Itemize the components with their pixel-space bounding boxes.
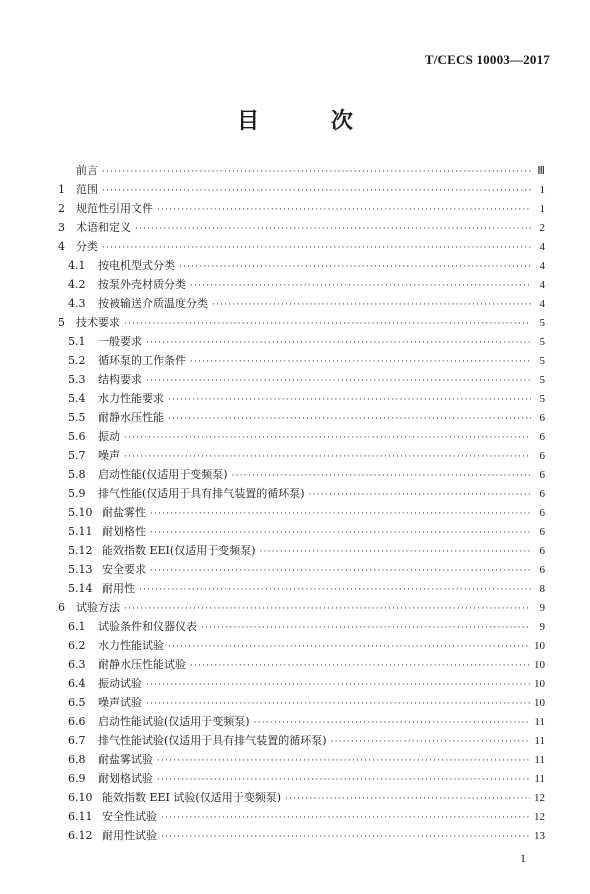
toc-entry-page: 5 bbox=[539, 393, 545, 405]
toc-entry-page: 4 bbox=[539, 260, 545, 272]
toc-entry-number: 5.14 bbox=[68, 582, 93, 595]
toc-entry[interactable] bbox=[58, 333, 545, 352]
toc-entry[interactable] bbox=[58, 162, 545, 181]
toc-entry-label: 分类 bbox=[76, 240, 98, 253]
toc-entry[interactable] bbox=[58, 276, 545, 295]
toc-entry-page: 6 bbox=[539, 450, 545, 462]
toc-entry-label: 耐用性 bbox=[102, 582, 135, 595]
toc-entry-label: 启动性能(仅适用于变频泵) bbox=[98, 468, 228, 481]
dot-leader bbox=[285, 794, 530, 804]
toc-entry[interactable] bbox=[58, 314, 545, 333]
dot-leader bbox=[146, 699, 530, 709]
toc-entry-page: 11 bbox=[534, 735, 545, 747]
toc-entry-page: 6 bbox=[539, 431, 545, 443]
toc-entry-number: 5.13 bbox=[68, 563, 93, 576]
toc-entry-label: 前言 bbox=[76, 164, 98, 177]
dot-leader bbox=[157, 205, 531, 215]
toc-entry-number: 5.7 bbox=[68, 449, 86, 462]
toc-entry-number: 6.1 bbox=[68, 620, 86, 633]
toc-entry-label: 耐用性试验 bbox=[102, 829, 157, 842]
dot-leader bbox=[168, 642, 530, 652]
toc-entry-number: 4.3 bbox=[68, 297, 86, 310]
toc-entry[interactable] bbox=[58, 561, 545, 580]
toc-entry-label: 噪声 bbox=[98, 449, 120, 462]
dot-leader bbox=[161, 813, 530, 823]
toc-entry-label: 试验方法 bbox=[76, 601, 120, 614]
toc-entry-number: 6.10 bbox=[68, 791, 93, 804]
dot-leader bbox=[135, 224, 531, 234]
toc-entry[interactable] bbox=[58, 219, 545, 238]
dot-leader bbox=[150, 566, 531, 576]
toc-entry[interactable] bbox=[58, 827, 545, 846]
toc-entry-label: 振动试验 bbox=[98, 677, 142, 690]
toc-entry[interactable] bbox=[58, 257, 545, 276]
toc-entry-label: 安全性试验 bbox=[102, 810, 157, 823]
toc-entry[interactable] bbox=[58, 200, 545, 219]
toc-entry-page: 5 bbox=[539, 374, 545, 386]
toc-entry-number: 3 bbox=[58, 221, 65, 234]
toc-entry-page: 9 bbox=[539, 602, 545, 614]
toc-entry-page: 10 bbox=[534, 697, 545, 709]
dot-leader bbox=[212, 300, 531, 310]
toc-entry-number: 5.4 bbox=[68, 392, 86, 405]
dot-leader bbox=[190, 661, 530, 671]
dot-leader bbox=[168, 414, 531, 424]
toc-entry[interactable] bbox=[58, 523, 545, 542]
dot-leader bbox=[146, 338, 531, 348]
toc-entry-number: 6.5 bbox=[68, 696, 86, 709]
toc-entry-number: 6.7 bbox=[68, 734, 86, 747]
dot-leader bbox=[124, 433, 531, 443]
toc-entry[interactable] bbox=[58, 485, 545, 504]
toc-entry[interactable] bbox=[58, 732, 545, 751]
toc-entry-page: 5 bbox=[539, 336, 545, 348]
toc-entry[interactable] bbox=[58, 466, 545, 485]
toc-entry-number: 4.1 bbox=[68, 259, 86, 272]
toc-entry[interactable] bbox=[58, 694, 545, 713]
toc-entry[interactable] bbox=[58, 409, 545, 428]
toc-entry-page: 9 bbox=[539, 621, 545, 633]
dot-leader bbox=[232, 471, 531, 481]
dot-leader bbox=[102, 167, 531, 177]
toc-entry[interactable] bbox=[58, 599, 545, 618]
table-of-contents bbox=[58, 162, 545, 846]
toc-entry-page: 6 bbox=[539, 526, 545, 538]
toc-entry[interactable] bbox=[58, 751, 545, 770]
toc-entry-page: 12 bbox=[534, 792, 545, 804]
toc-entry-label: 水力性能要求 bbox=[98, 392, 164, 405]
toc-entry-number: 5.9 bbox=[68, 487, 86, 500]
page-title: 目 次 bbox=[237, 109, 385, 134]
toc-entry[interactable] bbox=[58, 789, 545, 808]
dot-leader bbox=[146, 376, 531, 386]
toc-entry-number: 5.10 bbox=[68, 506, 93, 519]
toc-entry-number: 5.1 bbox=[68, 335, 86, 348]
toc-entry-page: 10 bbox=[534, 640, 545, 652]
toc-entry-number: 5.6 bbox=[68, 430, 86, 443]
toc-entry-label: 按电机型式分类 bbox=[98, 259, 175, 272]
toc-entry-page: 1 bbox=[539, 184, 545, 196]
toc-entry-label: 技术要求 bbox=[76, 316, 120, 329]
toc-entry-label: 结构要求 bbox=[98, 373, 142, 386]
dot-leader bbox=[139, 585, 531, 595]
dot-leader bbox=[157, 756, 530, 766]
dot-leader bbox=[168, 395, 531, 405]
toc-entry-page: 5 bbox=[539, 355, 545, 367]
toc-entry-page: 4 bbox=[539, 241, 545, 253]
toc-entry-label: 耐划格试验 bbox=[98, 772, 153, 785]
dot-leader bbox=[254, 718, 531, 728]
page-number: 1 bbox=[520, 851, 526, 865]
dot-leader bbox=[190, 281, 531, 291]
toc-entry-label: 排气性能试验(仅适用于具有排气装置的循环泵) bbox=[98, 734, 327, 747]
toc-entry[interactable] bbox=[58, 371, 545, 390]
toc-entry-page: 10 bbox=[534, 659, 545, 671]
dot-leader bbox=[150, 528, 531, 538]
toc-entry-label: 噪声试验 bbox=[98, 696, 142, 709]
standard-code: T/CECS 10003—2017 bbox=[424, 52, 550, 67]
toc-entry-page: 10 bbox=[534, 678, 545, 690]
toc-entry-page: 4 bbox=[539, 279, 545, 291]
toc-entry[interactable] bbox=[58, 542, 545, 561]
toc-entry-label: 术语和定义 bbox=[76, 221, 131, 234]
toc-entry-label: 安全要求 bbox=[102, 563, 146, 576]
toc-entry-number: 6.11 bbox=[68, 810, 93, 823]
toc-entry-label: 耐划格性 bbox=[102, 525, 146, 538]
toc-entry[interactable] bbox=[58, 770, 545, 789]
toc-entry[interactable] bbox=[58, 504, 545, 523]
toc-entry-page: 6 bbox=[539, 412, 545, 424]
toc-entry-label: 范围 bbox=[76, 183, 98, 196]
toc-entry-page: Ⅲ bbox=[537, 165, 545, 177]
toc-entry-number: 5 bbox=[58, 316, 65, 329]
toc-entry[interactable] bbox=[58, 808, 545, 827]
dot-leader bbox=[190, 357, 531, 367]
toc-entry-page: 6 bbox=[539, 564, 545, 576]
toc-entry-number: 5.11 bbox=[68, 525, 93, 538]
toc-entry[interactable] bbox=[58, 428, 545, 447]
toc-entry-page: 6 bbox=[539, 507, 545, 519]
toc-entry-number: 6.8 bbox=[68, 753, 86, 766]
toc-entry[interactable] bbox=[58, 295, 545, 314]
dot-leader bbox=[102, 186, 531, 196]
toc-entry[interactable] bbox=[58, 656, 545, 675]
toc-entry-page: 2 bbox=[539, 222, 545, 234]
toc-entry-label: 一般要求 bbox=[98, 335, 142, 348]
toc-entry-page: 11 bbox=[534, 716, 545, 728]
toc-entry-label: 水力性能试验 bbox=[98, 639, 164, 652]
toc-entry[interactable] bbox=[58, 181, 545, 200]
toc-entry-number: 6.2 bbox=[68, 639, 86, 652]
dot-leader bbox=[331, 737, 531, 747]
toc-entry-number: 5.2 bbox=[68, 354, 86, 367]
dot-leader bbox=[179, 262, 531, 272]
toc-entry-label: 振动 bbox=[98, 430, 120, 443]
toc-entry-label: 排气性能(仅适用于具有排气装置的循环泵) bbox=[98, 487, 305, 500]
toc-entry-label: 启动性能试验(仅适用于变频泵) bbox=[98, 715, 250, 728]
toc-entry-number: 6.3 bbox=[68, 658, 86, 671]
toc-entry-page: 6 bbox=[539, 469, 545, 481]
toc-entry[interactable] bbox=[58, 352, 545, 371]
toc-entry-number: 2 bbox=[58, 202, 65, 215]
toc-entry-label: 能效指数 EEI 试验(仅适用于变频泵) bbox=[102, 791, 281, 804]
toc-entry[interactable] bbox=[58, 390, 545, 409]
dot-leader bbox=[161, 832, 530, 842]
toc-entry-page: 6 bbox=[539, 488, 545, 500]
toc-entry-label: 耐静水压性能 bbox=[98, 411, 164, 424]
toc-entry-label: 循环泵的工作条件 bbox=[98, 354, 186, 367]
toc-entry-number: 6.4 bbox=[68, 677, 86, 690]
toc-entry[interactable] bbox=[58, 618, 545, 637]
dot-leader bbox=[150, 509, 531, 519]
toc-entry-page: 5 bbox=[539, 317, 545, 329]
toc-entry-number: 5.5 bbox=[68, 411, 86, 424]
toc-entry-number: 5.12 bbox=[68, 544, 93, 557]
toc-entry-label: 规范性引用文件 bbox=[76, 202, 153, 215]
toc-entry-label: 能效指数 EEI(仅适用于变频泵) bbox=[102, 544, 256, 557]
toc-entry-number: 4 bbox=[58, 240, 65, 253]
toc-entry-label: 按泵外壳材质分类 bbox=[98, 278, 186, 291]
dot-leader bbox=[146, 680, 530, 690]
dot-leader bbox=[124, 319, 531, 329]
toc-entry-label: 按被输送介质温度分类 bbox=[98, 297, 208, 310]
dot-leader bbox=[157, 775, 530, 785]
toc-entry-label: 耐静水压性能试验 bbox=[98, 658, 186, 671]
toc-entry-page: 12 bbox=[534, 811, 545, 823]
toc-entry-number: 6.9 bbox=[68, 772, 86, 785]
toc-entry-number: 6.6 bbox=[68, 715, 86, 728]
toc-entry-number: 6.12 bbox=[68, 829, 93, 842]
toc-entry-number: 5.3 bbox=[68, 373, 86, 386]
toc-entry[interactable] bbox=[58, 447, 545, 466]
toc-entry[interactable] bbox=[58, 713, 545, 732]
toc-entry-page: 11 bbox=[534, 773, 545, 785]
dot-leader bbox=[309, 490, 531, 500]
toc-entry[interactable] bbox=[58, 675, 545, 694]
toc-entry-number: 1 bbox=[58, 183, 65, 196]
toc-entry-page: 11 bbox=[534, 754, 545, 766]
toc-entry[interactable] bbox=[58, 238, 545, 257]
toc-entry-label: 耐盐雾性 bbox=[102, 506, 146, 519]
toc-entry-label: 耐盐雾试验 bbox=[98, 753, 153, 766]
toc-entry-number: 5.8 bbox=[68, 468, 86, 481]
toc-entry-page: 4 bbox=[539, 298, 545, 310]
dot-leader bbox=[124, 452, 531, 462]
dot-leader bbox=[201, 623, 531, 633]
toc-entry-page: 1 bbox=[539, 203, 545, 215]
toc-entry-page: 8 bbox=[539, 583, 545, 595]
toc-entry-number: 4.2 bbox=[68, 278, 86, 291]
dot-leader bbox=[102, 243, 531, 253]
dot-leader bbox=[259, 547, 531, 557]
toc-entry-page: 6 bbox=[539, 545, 545, 557]
toc-entry-page: 13 bbox=[534, 830, 545, 842]
toc-entry-label: 试验条件和仪器仪表 bbox=[98, 620, 197, 633]
toc-entry-number: 6 bbox=[58, 601, 65, 614]
toc-entry[interactable] bbox=[58, 580, 545, 599]
toc-entry[interactable] bbox=[58, 637, 545, 656]
dot-leader bbox=[124, 604, 531, 614]
